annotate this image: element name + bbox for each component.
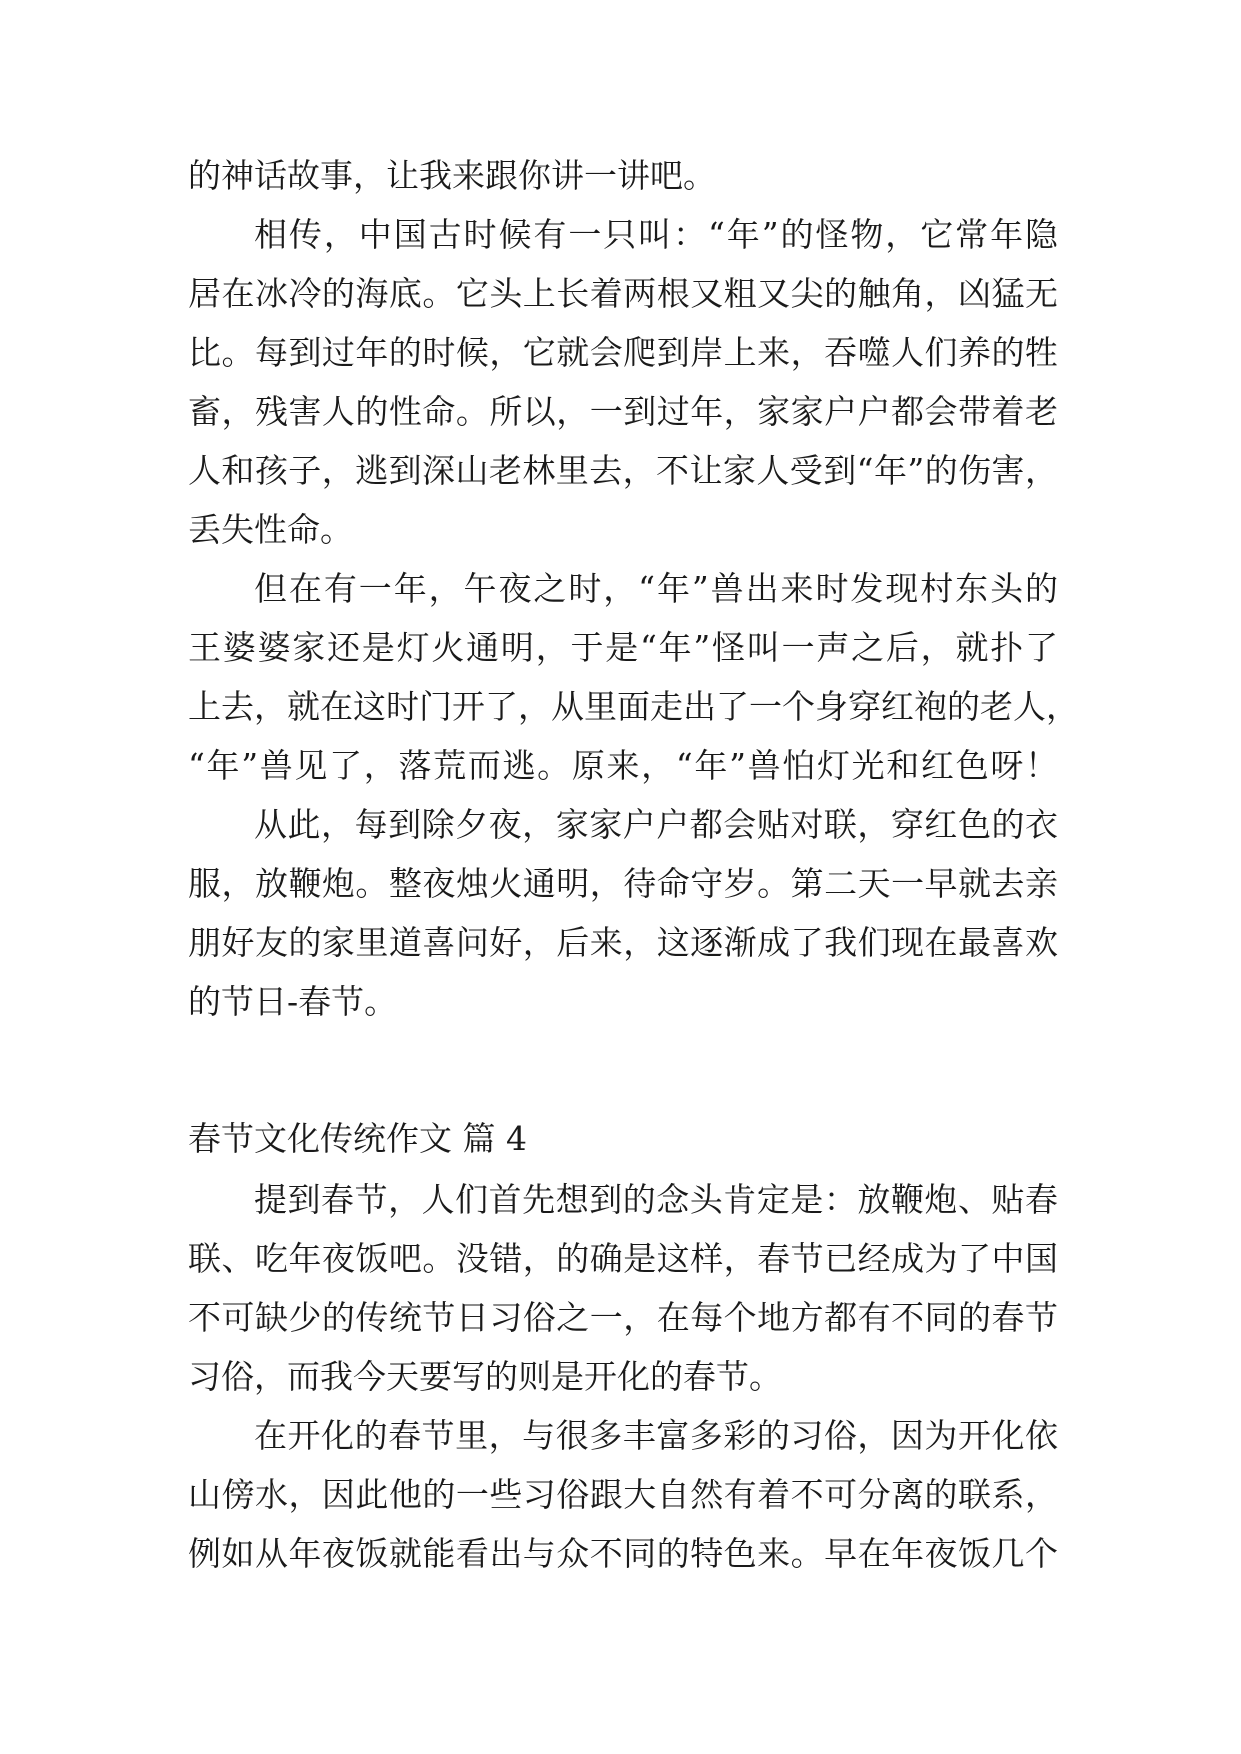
section-heading: 春节文化传统作文 篇 4: [188, 1119, 527, 1158]
text-line: 不可缺少的传统节日习俗之一，在每个地方都有不同的春节: [188, 1298, 1058, 1337]
text-line: 联、吃年夜饭吧。没错，的确是这样，春节已经成为了中国: [188, 1239, 1058, 1278]
text-line: 居在冰冷的海底。它头上长着两根又粗又尖的触角，凶猛无: [188, 274, 1058, 313]
text-line: 山傍水，因此他的一些习俗跟大自然有着不可分离的联系，: [188, 1475, 1058, 1514]
text-line: 习俗，而我今天要写的则是开化的春节。: [188, 1357, 782, 1396]
text-line: 朋好友的家里道喜问好，后来，这逐渐成了我们现在最喜欢: [188, 923, 1058, 962]
paragraph: [188, 559, 1079, 795]
text-line: 服，放鞭炮。整夜烛火通明，待命守岁。第二天一早就去亲: [188, 864, 1058, 903]
text-line: 上去，就在这时门开了，从里面走出了一个身穿红袍的老人，: [188, 687, 1079, 726]
text-line: 比。每到过年的时候，它就会爬到岸上来，吞噬人们养的牲: [188, 333, 1058, 372]
text-line: 但在有一年，午夜之时，“年”兽出来时发现村东头的: [254, 569, 1058, 608]
text-line: 丢失性命。: [188, 510, 353, 549]
section-gap: [188, 1031, 1058, 1108]
text-line: 王婆婆家还是灯火通明，于是“年”怪叫一声之后，就扑了: [188, 628, 1058, 667]
paragraph: [188, 1170, 1058, 1406]
paragraph: [188, 1406, 1058, 1583]
text-line: 提到春节，人们首先想到的念头肯定是：放鞭炮、贴春: [254, 1180, 1058, 1219]
text-line: 畜，残害人的性命。所以，一到过年，家家户户都会带着老: [188, 392, 1058, 431]
paragraph: [188, 205, 1058, 559]
text-line: 在开化的春节里，与很多丰富多彩的习俗，因为开化依: [254, 1416, 1058, 1455]
text-line: 的节日-春节。: [188, 982, 398, 1021]
text-line: 例如从年夜饭就能看出与众不同的特色来。早在年夜饭几个: [188, 1534, 1058, 1573]
text-line: 从此，每到除夕夜，家家户户都会贴对联，穿红色的衣: [254, 805, 1058, 844]
paragraph: [188, 146, 1058, 205]
text-line: “年”兽见了，落荒而逃。原来，“年”兽怕灯光和红色呀！: [188, 746, 1058, 785]
text-line: 人和孩子，逃到深山老林里去，不让家人受到“年”的伤害，: [188, 451, 1058, 490]
paragraph: [188, 795, 1058, 1031]
document-page: [188, 146, 1079, 1583]
text-line: 的神话故事，让我来跟你讲一讲吧。: [188, 156, 716, 195]
text-line: 相传，中国古时候有一只叫：“年”的怪物，它常年隐: [254, 215, 1058, 254]
